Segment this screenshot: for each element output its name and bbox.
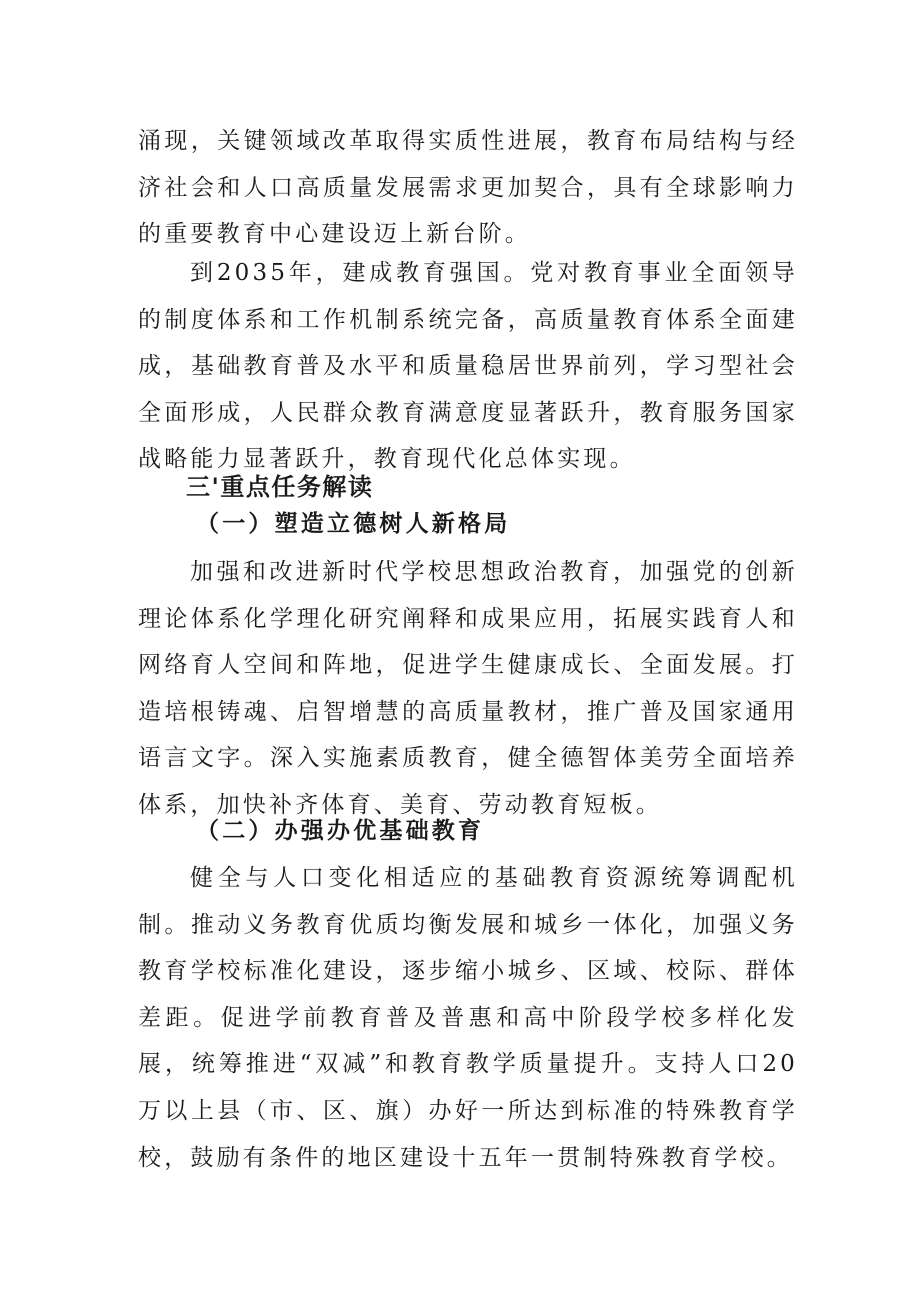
paragraph-moral-education: 加强和改进新时代学校思想政治教育，加强党的创新理论体系化学理化研究阐释和成果应用，拓展实践育人和网络育人空间和阵地，促进学生健康成长、全面发展。打造培根铸魂、启智增慧的高质量教材，推广普及国家通用语言文字。深入实施素质教育，健全德智体美劳全面培养体系，加快补齐体育、美育、劳动教育短板。 — [138, 559, 798, 818]
section-heading: 三'重点任务解读 — [186, 473, 374, 501]
paragraph-basic-education: 健全与人口变化相适应的基础教育资源统筹调配机制。推动义务教育优质均衡发展和城乡一体化，加强义务教育学校标准化建设，逐步缩小城乡、区域、校际、群体差距。促进学前教育普及普惠和高中阶段学校多样化发展，统筹推进“双减”和教育教学质量提升。支持人口20万以上县（市、区、旗）办好一所达到标准的特殊教育学校，鼓励有条件的地区建设十五年一贯制特殊教育学校。 — [138, 865, 798, 1171]
subsection-2-title: （二）办强办优基础教育 — [196, 817, 485, 844]
subsection-1-title: （一）塑造立德树人新格局 — [196, 510, 511, 537]
paragraph-2035-goal: 到2035年，建成教育强国。党对教育事业全面领导的制度体系和工作机制系统完备，高质量教育体系全面建成，基础教育普及水平和质量稳居世界前列，学习型社会全面形成，人民群众教育满意度显著跃升，教育服务国家战略能力显著跃升，教育现代化总体实现。 — [138, 260, 798, 473]
paragraph-continuation: 涌现，关键领域改革取得实质性进展，教育布局结构与经济社会和人口高质量发展需求更加契合，具有全球影响力的重要教育中心建设迈上新台阶。 — [138, 128, 798, 248]
